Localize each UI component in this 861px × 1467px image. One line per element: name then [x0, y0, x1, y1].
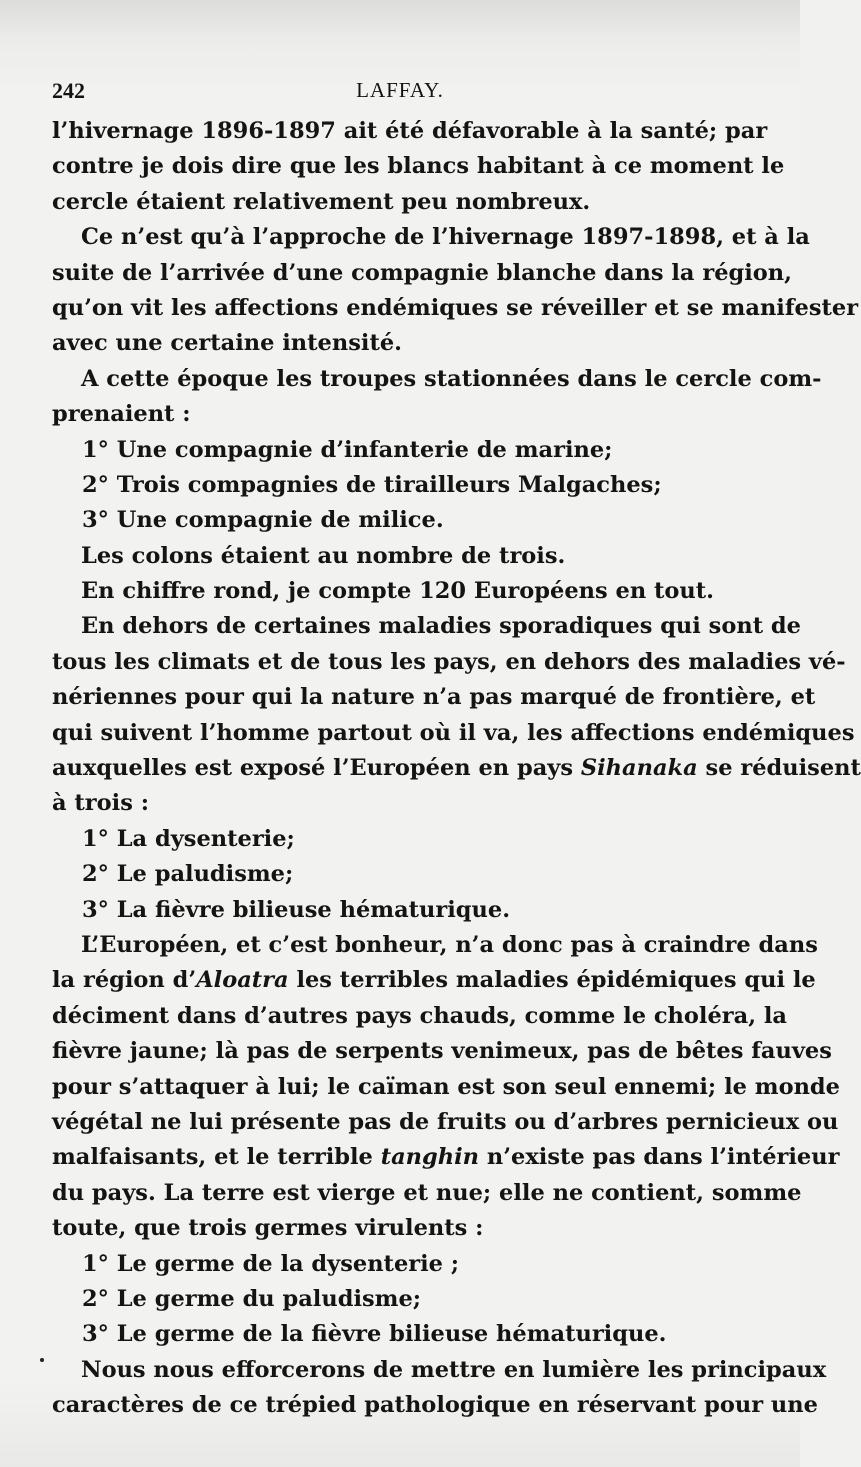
text-line: prenaient : [52, 401, 191, 428]
text-line: 3° Le germe de la fièvre bilieuse hématurique. [82, 1321, 667, 1348]
text-line: En chiffre rond, je compte 120 Européens en tout. [81, 578, 714, 605]
text-line: 1° Le germe de la dysenterie ; [82, 1250, 460, 1277]
text-line: l’hivernage 1896-1897 ait été défavorable à la santé; par [52, 118, 768, 144]
text-line [52, 1140, 840, 1175]
text-line: végétal ne lui présente pas de fruits ou d’arbres pernicieux ou [52, 1108, 839, 1135]
text-line: 3° La fièvre bilieuse hématurique. [82, 896, 511, 923]
text-line: 2° Le paludisme; [82, 861, 294, 888]
text-line: En dehors de certaines maladies sporadiques qui sont de [81, 613, 801, 640]
text-line: 1° La dysenterie; [82, 825, 295, 852]
text-line: suite de l’arrivée d’une compagnie blanche dans la région, [52, 259, 792, 286]
text-line: qu’on vit les affections endémiques se réveiller et se manifester [52, 294, 859, 321]
ink-speck [40, 1358, 44, 1362]
text-line: 2° Le germe du paludisme; [82, 1285, 422, 1312]
text-line: déciment dans d’autres pays chauds, comme le choléra, la [52, 1002, 788, 1029]
text-line: avec une certaine intensité. [52, 330, 402, 357]
text-line: nériennes pour qui la nature n’a pas marqué de frontière, et [52, 684, 816, 711]
text-line: Les colons étaient au nombre de trois. [81, 542, 566, 569]
text-line: L’Européen, et c’est bonheur, n’a donc pas à craindre dans [81, 931, 818, 958]
text-line: toute, que trois germes virulents : [52, 1215, 484, 1242]
text-line: Nous nous efforcerons de mettre en lumière les principaux [81, 1356, 827, 1383]
text-line: du pays. La terre est vierge et nue; elle ne contient, somme [52, 1179, 802, 1206]
italic-term: Sihanaka [580, 755, 698, 782]
text-line [52, 963, 816, 998]
page-header [52, 78, 748, 112]
text-line: fièvre jaune; là pas de serpents venimeux, pas de bêtes fauves [52, 1038, 832, 1065]
text-line: cercle étaient relativement peu nombreux. [52, 188, 591, 215]
running-head: LAFFAY. [356, 78, 444, 102]
text-line: pour s’attaquer à lui; le caïman est son seul ennemi; le monde [52, 1073, 840, 1100]
text-line: 1° Une compagnie d’infanterie de marine; [82, 436, 613, 463]
text-segment: n’existe pas dans l’intérieur [479, 1144, 840, 1171]
text-line: contre je dois dire que les blancs habitant à ce moment le [52, 153, 785, 180]
text-line: Ce n’est qu’à l’approche de l’hivernage 1897-1898, et à la [81, 224, 810, 251]
text-line: 2° Trois compagnies de tirailleurs Malgaches; [82, 471, 662, 498]
text-segment: malfaisants, et le terrible [52, 1144, 381, 1171]
text-line: caractères de ce trépied pathologique en réservant pour une [52, 1392, 818, 1419]
italic-term: Aloatra [196, 967, 289, 994]
text-line: A cette époque les troupes stationnées dans le cercle com- [81, 365, 822, 392]
text-line: tous les climats et de tous les pays, en dehors des maladies vé- [52, 648, 846, 675]
body-text [52, 114, 861, 1423]
text-segment: les terribles maladies épidémiques qui le [288, 967, 816, 994]
text-segment: la région d’ [52, 967, 197, 994]
page-number: 242 [52, 78, 85, 103]
text-line: à trois : [52, 790, 150, 817]
text-line: qui suivent l’homme partout où il va, les affections endémiques [52, 719, 855, 746]
text-segment: auxquelles est exposé l’Européen en pays [52, 755, 581, 782]
text-line: 3° Une compagnie de milice. [82, 507, 444, 534]
text-line [52, 751, 861, 786]
text-segment: se réduisent [697, 755, 861, 782]
italic-term: tanghin [380, 1144, 480, 1171]
